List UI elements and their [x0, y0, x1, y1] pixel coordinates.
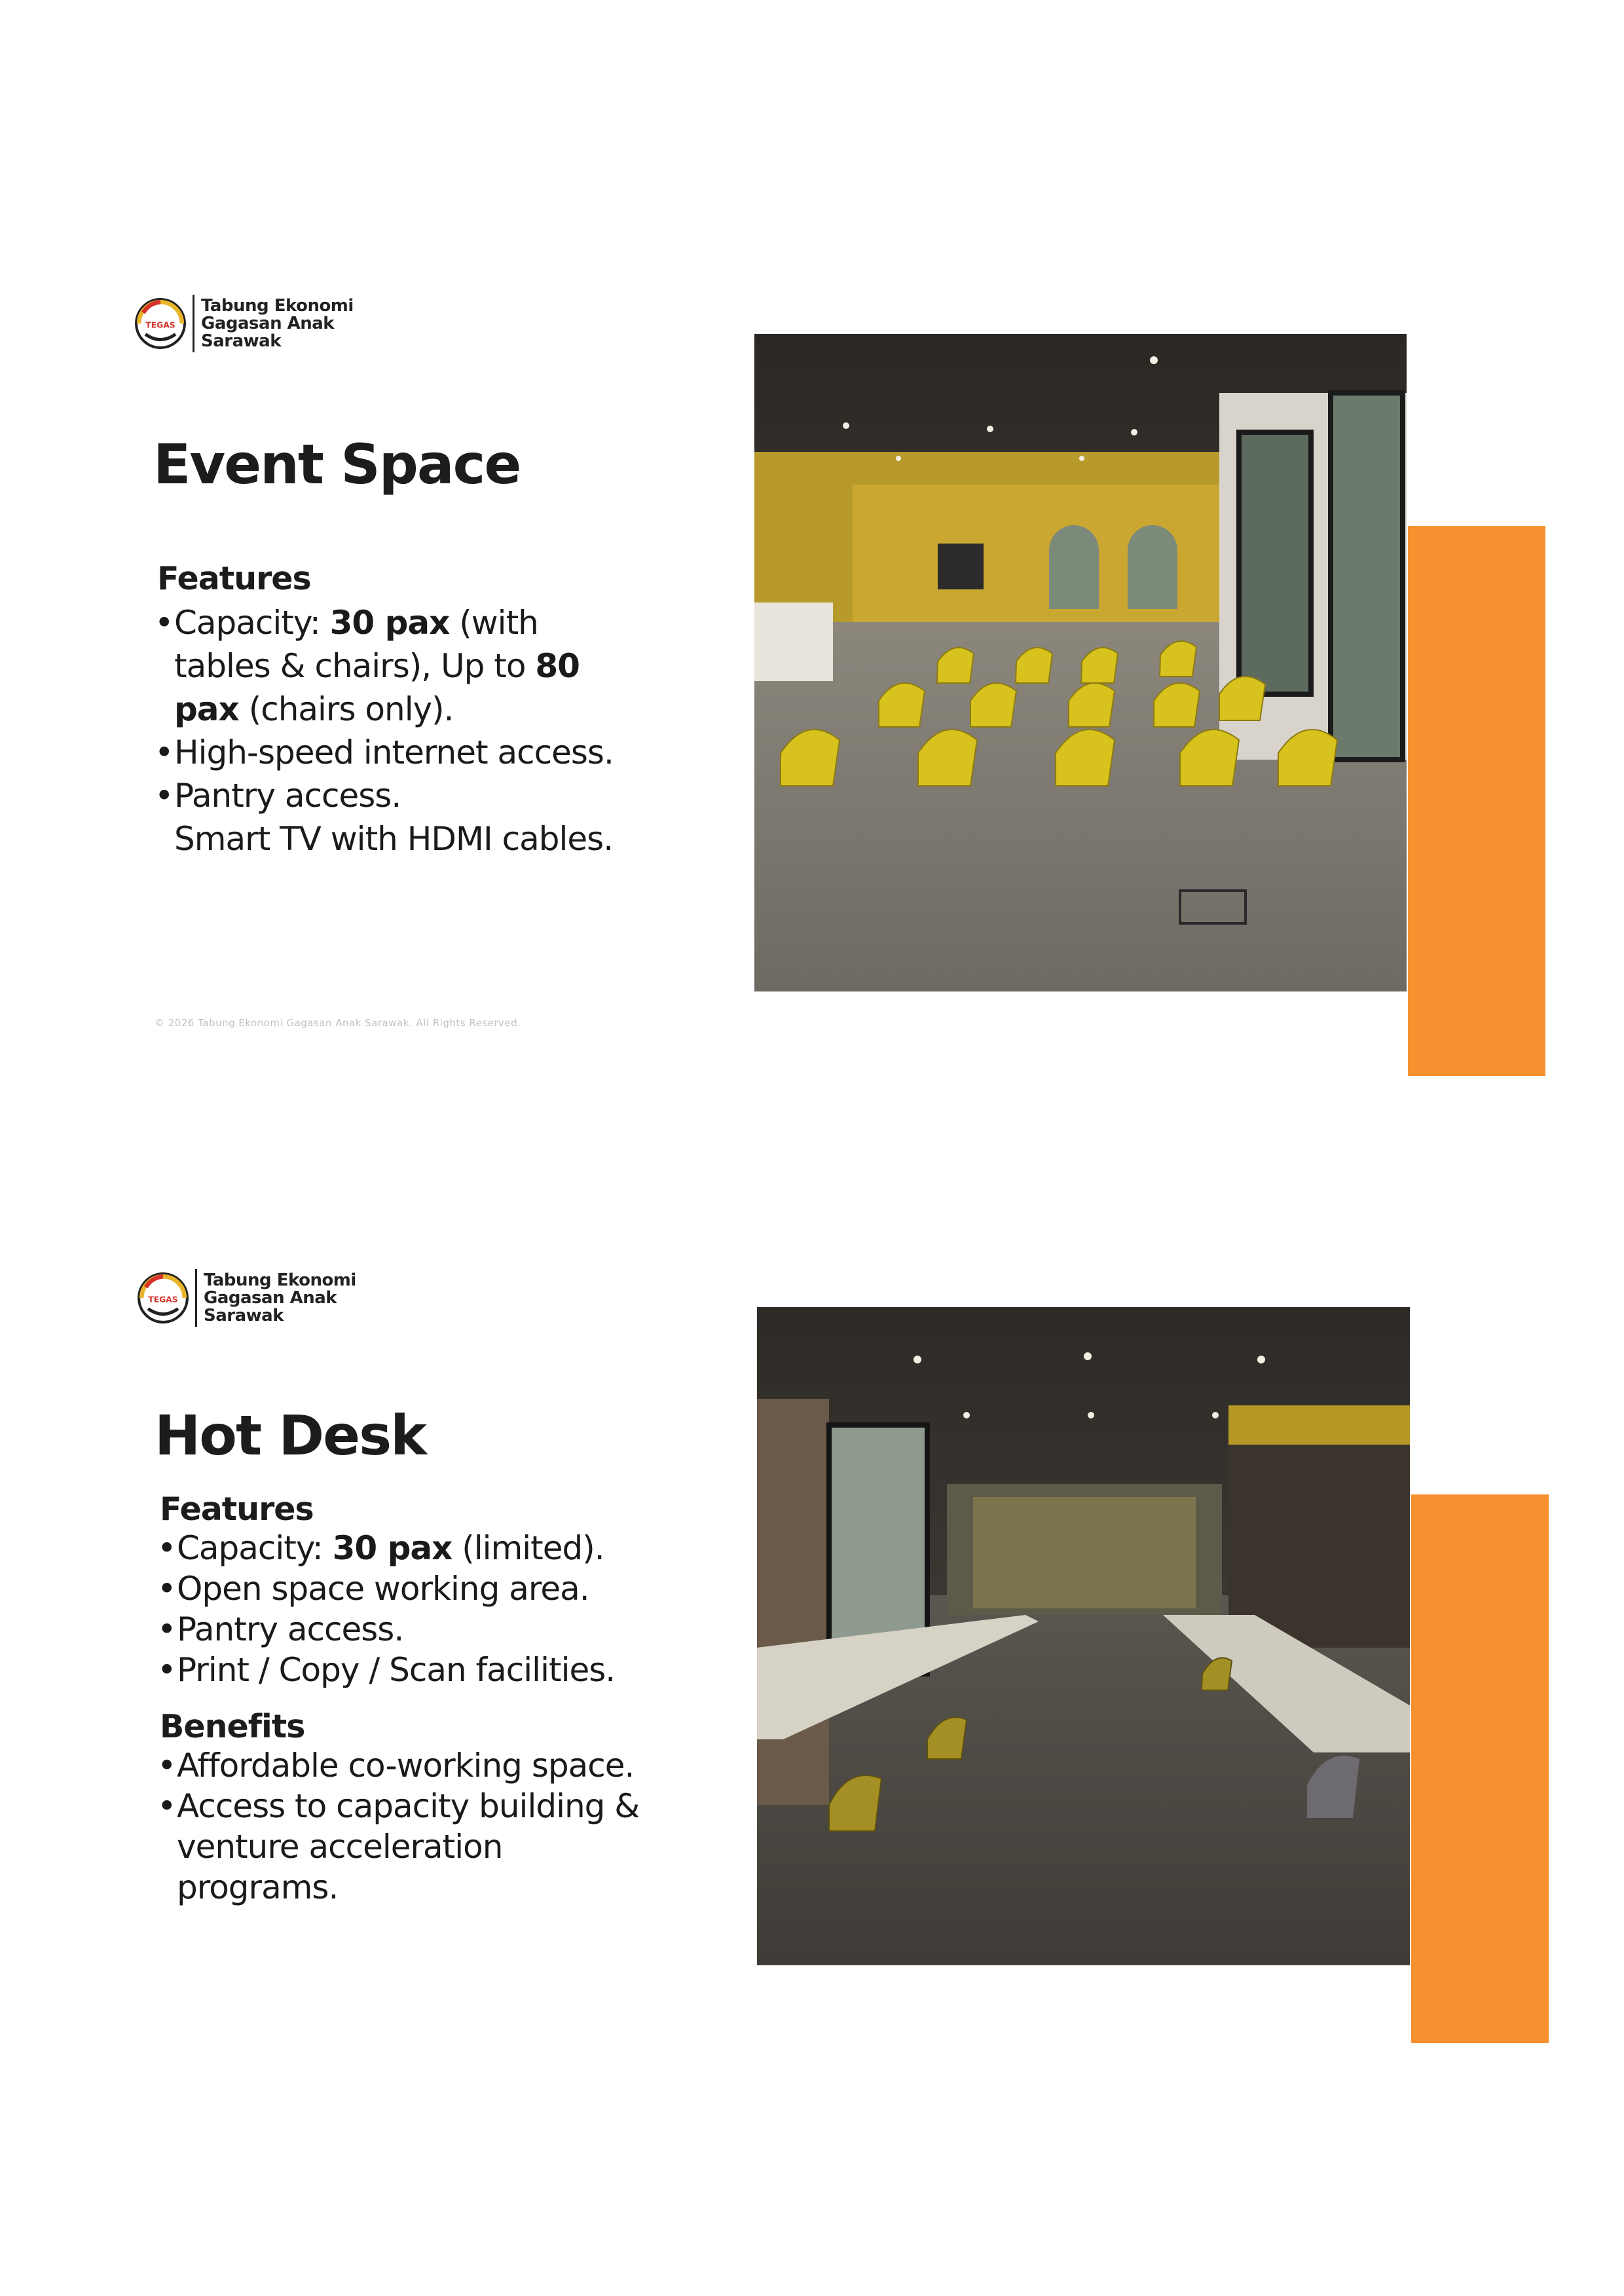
event-space-photo [754, 334, 1407, 991]
accent-bar [1408, 526, 1545, 1076]
features-list [157, 1528, 747, 1690]
list-item: Smart TV with HDMI cables. [174, 820, 614, 858]
bullet-icon: • [157, 1651, 176, 1689]
bullet-icon: • [157, 1529, 176, 1567]
emblem-icon [134, 297, 187, 350]
hot-desk-slide [0, 1148, 1624, 2296]
hot-desk-photo [757, 1307, 1410, 1965]
list-item: • Print / Copy / Scan facilities. [157, 1651, 616, 1689]
brand-logo [134, 295, 354, 352]
page-title: Hot Desk [155, 1403, 426, 1468]
bullet-icon: • [155, 733, 174, 771]
page-title: Event Space [153, 432, 521, 496]
bullet-icon: • [157, 1787, 176, 1825]
list-item-continued: tables & chairs), Up to 80 [174, 647, 580, 685]
list-item: • Pantry access. [157, 1610, 404, 1648]
bullet-icon: • [157, 1610, 176, 1648]
benefits-heading: Benefits [160, 1708, 305, 1745]
logo-divider [193, 295, 194, 352]
features-heading: Features [157, 560, 311, 597]
list-item-continued: programs. [177, 1868, 339, 1906]
list-item: • Capacity: 30 pax (limited). [157, 1529, 604, 1567]
brand-name-line: Gagasan Anak [204, 1287, 337, 1308]
features-list [155, 601, 744, 861]
bullet-icon: • [157, 1747, 176, 1785]
brand-name-line: Tabung Ekonomi [204, 1270, 356, 1290]
brand-name [204, 1272, 356, 1325]
list-item: • Affordable co-working space. [157, 1747, 635, 1785]
svg-text:TEGAS: TEGAS [148, 1295, 178, 1305]
brand-name [201, 297, 354, 350]
accent-bar [1411, 1494, 1549, 2043]
brand-name-line: Gagasan Anak [201, 313, 335, 333]
svg-text:TEGAS: TEGAS [145, 320, 175, 330]
list-item-continued: pax (chairs only). [174, 690, 454, 728]
bullet-icon: • [155, 777, 174, 815]
bullet-icon: • [157, 1570, 176, 1608]
list-item: • Access to capacity building & [157, 1787, 640, 1825]
brand-name-line: Sarawak [204, 1305, 284, 1325]
copyright-footer: © 2026 Tabung Ekonomi Gagasan Anak Sarawak. All Rights Reserved. [155, 1017, 521, 1029]
benefits-list [157, 1745, 747, 1908]
list-item: • Pantry access. [155, 774, 744, 817]
brand-logo [136, 1269, 356, 1327]
emblem-icon [136, 1271, 190, 1325]
brand-name-line: Sarawak [201, 331, 281, 351]
bullet-icon: • [155, 604, 174, 642]
brand-name-line: Tabung Ekonomi [201, 295, 354, 316]
list-item: • Open space working area. [157, 1570, 589, 1608]
list-item-continued: venture acceleration [177, 1828, 503, 1866]
list-item: • High-speed internet access. [155, 731, 744, 774]
logo-divider [195, 1269, 197, 1327]
list-item: • Capacity: 30 pax (with [155, 601, 744, 644]
features-heading: Features [160, 1491, 314, 1528]
